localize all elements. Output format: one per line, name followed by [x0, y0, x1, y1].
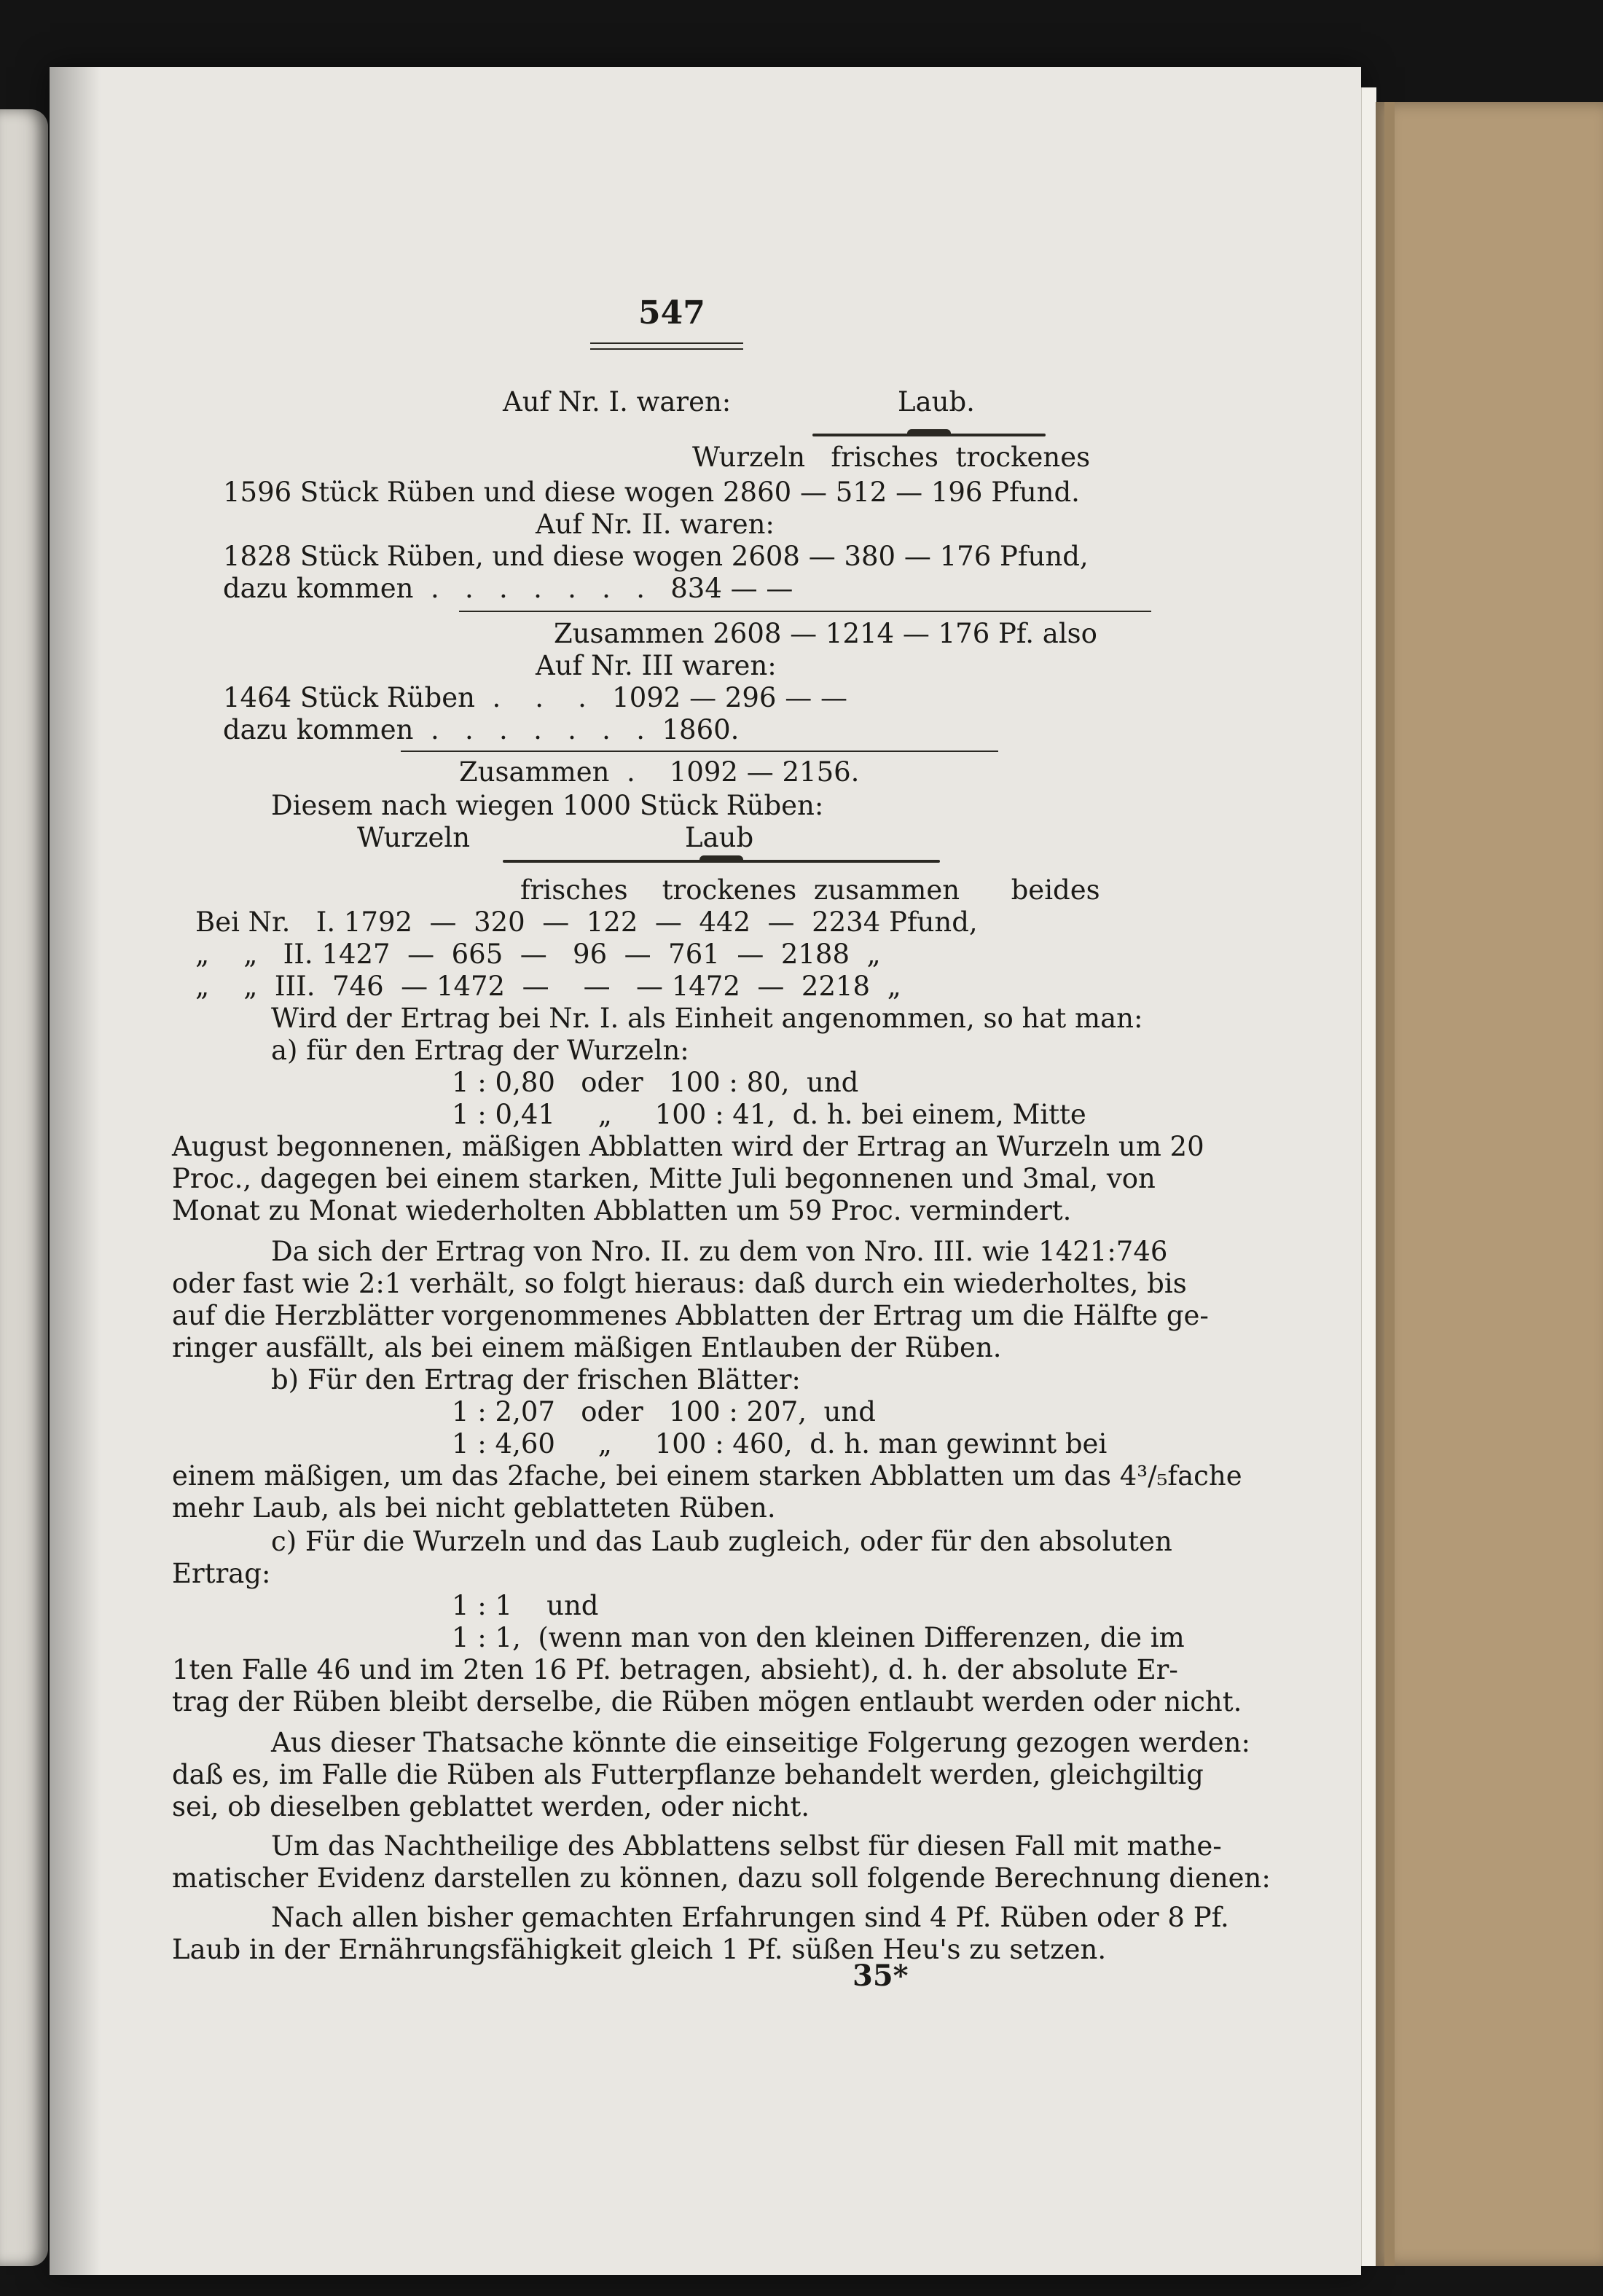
line-42: daß es, im Falle die Rüben als Futterpflanze behandelt werden, gleichgiltig: [172, 1759, 1204, 1790]
line-12: Diesem nach wiegen 1000 Stück Rüben:: [271, 790, 824, 821]
line-5: 1828 Stück Rüben, und diese wogen 2608 — 380 — 176 Pfund,: [223, 541, 1089, 572]
book-cover: [1376, 102, 1603, 2266]
line-0: Auf Nr. I. waren:: [503, 386, 732, 418]
line-15: frisches trockenes zusammen beides: [520, 874, 1100, 906]
line-3: 1596 Stück Rüben und diese wogen 2860 — 512 — 196 Pfund.: [223, 477, 1080, 508]
page-number-underline: [590, 342, 743, 344]
line-39: 1ten Falle 46 und im 2ten 16 Pf. betragen, absieht), d. h. der absolute Er-: [172, 1654, 1178, 1685]
line-18: „ „ III. 746 — 1472 — — — 1472 — 2218 „: [195, 971, 901, 1002]
line-36: Ertrag:: [172, 1558, 271, 1589]
line-38: 1 : 1, (wenn man von den kleinen Differenzen, die im: [452, 1622, 1185, 1653]
line-11: Zusammen . 1092 — 2156.: [459, 756, 860, 788]
line-26: Da sich der Ertrag von Nro. II. zu dem von Nro. III. wie 1421:746: [271, 1236, 1168, 1267]
line-24: Proc., dagegen bei einem starken, Mitte Juli begonnenen und 3mal, von: [172, 1163, 1156, 1194]
line-30: b) Für den Ertrag der frischen Blätter:: [271, 1364, 801, 1395]
line-19: Wird der Ertrag bei Nr. I. als Einheit angenommen, so hat man:: [271, 1003, 1143, 1034]
line-43: sei, ob dieselben geblattet werden, oder nicht.: [172, 1791, 810, 1822]
line-2: Wurzeln frisches trockenes: [692, 442, 1091, 473]
brace-laub-1: [812, 434, 1046, 436]
line-33: einem mäßigen, um das 2fache, bei einem starken Abblatten um das 4³/₅fache: [172, 1460, 1242, 1492]
line-14: Laub: [685, 822, 754, 853]
line-37: 1 : 1 und: [452, 1590, 599, 1621]
line-21: 1 : 0,80 oder 100 : 80, und: [452, 1067, 859, 1098]
line-8: Auf Nr. III waren:: [536, 650, 777, 681]
line-27: oder fast wie 2:1 verhält, so folgt hieraus: daß durch ein wiederholtes, bis: [172, 1268, 1187, 1299]
page-number: 547: [638, 294, 705, 332]
page-stack-edge: [1361, 87, 1376, 2266]
line-16: Bei Nr. I. 1792 — 320 — 122 — 442 — 2234 Pfund,: [195, 906, 978, 938]
line-7: Zusammen 2608 — 1214 — 176 Pf. also: [554, 618, 1097, 649]
signature-mark: 35*: [853, 1959, 909, 1993]
line-13: Wurzeln: [357, 822, 471, 853]
line-41: Aus dieser Thatsache könnte die einseitige Folgerung gezogen werden:: [271, 1727, 1250, 1758]
line-9: 1464 Stück Rüben . . . 1092 — 296 — —: [223, 682, 847, 713]
line-35: c) Für die Wurzeln und das Laub zugleich, oder für den absoluten: [271, 1526, 1172, 1557]
cover-ridge: [1384, 102, 1395, 2266]
line-34: mehr Laub, als bei nicht geblatteten Rüben.: [172, 1492, 776, 1524]
line-22: 1 : 0,41 „ 100 : 41, d. h. bei einem, Mitte: [452, 1099, 1086, 1130]
line-44: Um das Nachtheilige des Abblattens selbst für diesen Fall mit mathe-: [271, 1830, 1222, 1862]
line-25: Monat zu Monat wiederholten Abblatten um 59 Proc. vermindert.: [172, 1195, 1072, 1226]
line-31: 1 : 2,07 oder 100 : 207, und: [452, 1396, 876, 1427]
line-29: ringer ausfällt, als bei einem mäßigen Entlauben der Rüben.: [172, 1332, 1002, 1363]
sum-rule-2: [401, 751, 998, 752]
line-6: dazu kommen . . . . . . . 834 — —: [223, 573, 793, 604]
line-40: trag der Rüben bleibt derselbe, die Rüben mögen entlaubt werden oder nicht.: [172, 1686, 1242, 1717]
brace-laub-2: [503, 860, 940, 863]
line-46: Nach allen bisher gemachten Erfahrungen sind 4 Pf. Rüben oder 8 Pf.: [271, 1902, 1229, 1933]
line-1: Laub.: [898, 386, 975, 418]
line-47: Laub in der Ernährungsfähigkeit gleich 1 Pf. süßen Heu's zu setzen.: [172, 1934, 1107, 1965]
line-28: auf die Herzblätter vorgenommenes Abblatten der Ertrag um die Hälfte ge-: [172, 1300, 1209, 1331]
sum-rule-1: [459, 611, 1151, 612]
line-45: matischer Evidenz darstellen zu können, dazu soll folgende Berechnung dienen:: [172, 1862, 1271, 1894]
line-32: 1 : 4,60 „ 100 : 460, d. h. man gewinnt bei: [452, 1428, 1108, 1460]
line-4: Auf Nr. II. waren:: [536, 509, 775, 540]
line-20: a) für den Ertrag der Wurzeln:: [271, 1035, 689, 1066]
left-page-edge: [0, 109, 48, 2266]
page-number-underline-2: [590, 348, 743, 350]
line-17: „ „ II. 1427 — 665 — 96 — 761 — 2188 „: [195, 939, 881, 970]
line-10: dazu kommen . . . . . . . 1860.: [223, 714, 740, 745]
line-23: August begonnenen, mäßigen Abblatten wird der Ertrag an Wurzeln um 20: [172, 1131, 1204, 1162]
